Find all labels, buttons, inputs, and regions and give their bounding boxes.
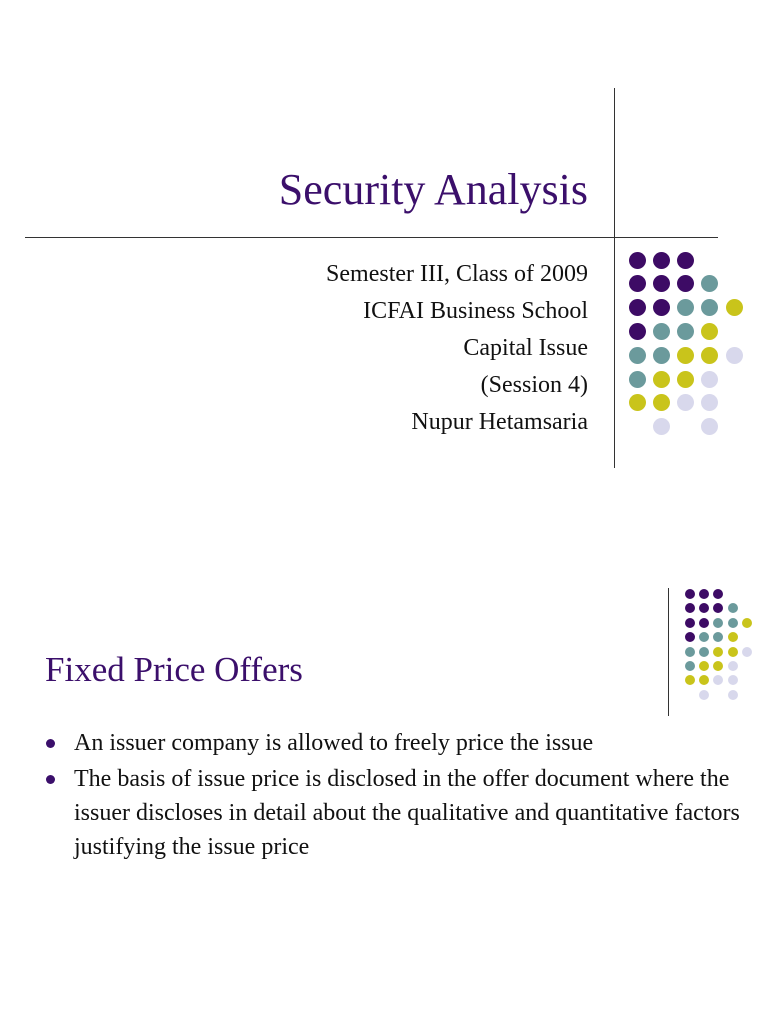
lavender-dot [701, 394, 718, 411]
teal-dot [713, 632, 723, 642]
yellow-dot [699, 661, 709, 671]
purple-dot [699, 603, 709, 613]
lavender-dot [728, 675, 738, 685]
yellow-dot [728, 632, 738, 642]
yellow-dot [685, 675, 695, 685]
subtitle-line: Nupur Hetamsaria [411, 409, 588, 435]
yellow-dot [713, 661, 723, 671]
teal-dot [685, 647, 695, 657]
purple-dot [699, 618, 709, 628]
lavender-dot [713, 675, 723, 685]
yellow-dot [742, 618, 752, 628]
content-slide [0, 512, 768, 1024]
purple-dot [713, 589, 723, 599]
teal-dot [713, 618, 723, 628]
yellow-dot [653, 371, 670, 388]
subtitle-line: ICFAI Business School [363, 298, 588, 324]
teal-dot [728, 618, 738, 628]
lavender-dot [701, 418, 718, 435]
teal-dot [728, 603, 738, 613]
purple-dot [685, 632, 695, 642]
teal-dot [653, 347, 670, 364]
lavender-dot [701, 371, 718, 388]
purple-dot [653, 252, 670, 269]
lavender-dot [742, 647, 752, 657]
bullet-item: An issuer company is allowed to freely price the issue [44, 726, 744, 760]
lavender-dot [677, 394, 694, 411]
teal-dot [701, 275, 718, 292]
bullet-list [44, 726, 744, 866]
slide-subtitle [326, 256, 588, 441]
yellow-dot [701, 347, 718, 364]
teal-dot [699, 647, 709, 657]
yellow-dot [726, 299, 743, 316]
lavender-dot [699, 690, 709, 700]
purple-dot [653, 299, 670, 316]
subtitle-line: (Session 4) [480, 372, 588, 398]
purple-dot [685, 603, 695, 613]
bullet-item: The basis of issue price is disclosed in the offer document where the issuer discloses in detail about the qualitative and quantitative factors justifying the issue price [44, 762, 744, 864]
purple-dot [629, 299, 646, 316]
purple-dot [677, 275, 694, 292]
teal-dot [685, 661, 695, 671]
purple-dot [685, 618, 695, 628]
lavender-dot [653, 418, 670, 435]
teal-dot [629, 371, 646, 388]
teal-dot [629, 347, 646, 364]
yellow-dot [699, 675, 709, 685]
lavender-dot [726, 347, 743, 364]
lavender-dot [728, 661, 738, 671]
subtitle-line: Capital Issue [463, 335, 588, 361]
yellow-dot [677, 347, 694, 364]
yellow-dot [629, 394, 646, 411]
teal-dot [677, 323, 694, 340]
teal-dot [677, 299, 694, 316]
yellow-dot [701, 323, 718, 340]
yellow-dot [677, 371, 694, 388]
purple-dot [699, 589, 709, 599]
lavender-dot [728, 690, 738, 700]
purple-dot [713, 603, 723, 613]
yellow-dot [713, 647, 723, 657]
vertical-divider [668, 588, 669, 716]
slide-title: Security Analysis [278, 165, 588, 214]
subtitle-line: Semester III, Class of 2009 [326, 261, 588, 287]
purple-dot [629, 275, 646, 292]
purple-dot [653, 275, 670, 292]
vertical-divider [614, 88, 615, 468]
purple-dot [685, 589, 695, 599]
yellow-dot [728, 647, 738, 657]
teal-dot [653, 323, 670, 340]
purple-dot [629, 323, 646, 340]
horizontal-divider [25, 237, 718, 238]
teal-dot [699, 632, 709, 642]
teal-dot [701, 299, 718, 316]
purple-dot [629, 252, 646, 269]
yellow-dot [653, 394, 670, 411]
slide-title: Fixed Price Offers [45, 650, 303, 689]
purple-dot [677, 252, 694, 269]
